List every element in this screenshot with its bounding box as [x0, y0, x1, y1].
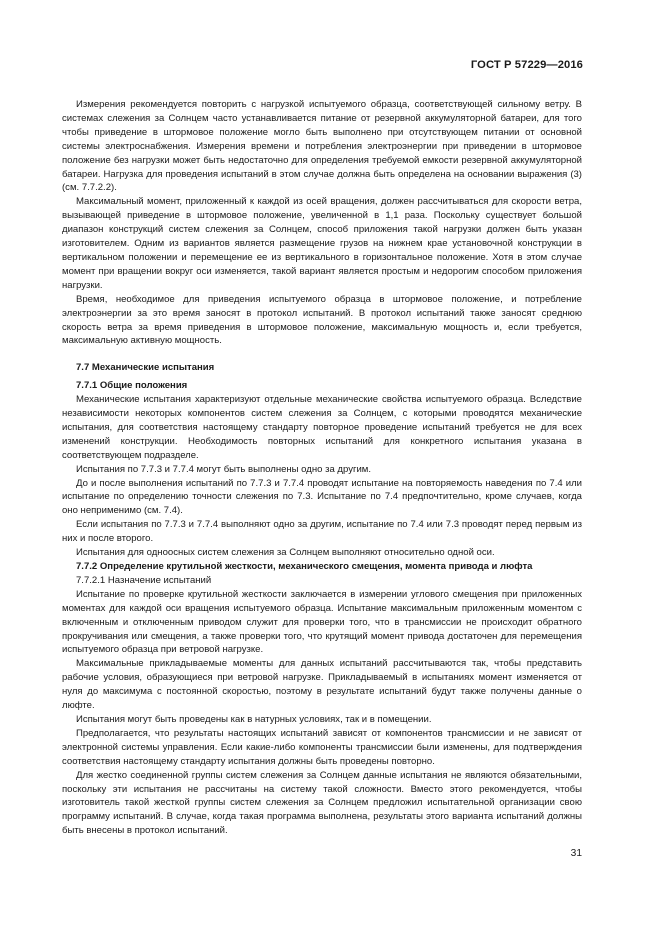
paragraph: До и после выполнения испытаний по 7.7.3 и 7.7.4 проводят испытание на повторяемость наведения по 7.4 или испытание по определению точности слежения по 7.3. Испытание по 7.4 предпочтительно, кроме случаев, когда оно неприменимо (см. 7.4). — [62, 477, 582, 517]
paragraph: Если испытания по 7.7.3 и 7.7.4 выполняют одно за другим, испытание по 7.4 или 7.3 проводят перед первым из них и после второго. — [62, 519, 582, 545]
subsection-heading-7-7-2: 7.7.2 Определение крутильной жесткости, механического смещения, момента привода и люфта — [76, 561, 533, 572]
clause-heading-7-7-2-1: 7.7.2.1 Назначение испытаний — [76, 574, 212, 586]
page-number: 31 — [570, 848, 582, 859]
paragraph: Испытания могут быть проведены как в натурных условиях, так и в помещении. — [76, 713, 432, 725]
subsection-heading-7-7-1: 7.7.1 Общие положения — [76, 380, 188, 392]
section-heading-7-7: 7.7 Механические испытания — [76, 362, 215, 374]
paragraph: Предполагается, что результаты настоящих испытаний зависят от компонентов трансмиссии и не зависят от электронной системы управления. Если какие-либо компоненты трансмиссии были изменены, для подтверждения соответствия настоящему стандарту испытания должны быть проведены повторно. — [62, 727, 582, 767]
document-body — [62, 98, 582, 838]
document-header: ГОСТ Р 57229—2016 — [470, 59, 583, 71]
paragraph: Время, необходимое для приведения испытуемого образца в штормовое положение, и потребление электроэнергии за это время заносят в протокол испытаний. В протокол испытаний также заносят среднюю скорость ветра за время приведения в штормовое положение, максимальную мощность и, если требуется, максимальную активную мощность. — [62, 293, 582, 347]
paragraph: Испытания для одноосных систем слежения за Солнцем выполняют относительно одной оси. — [76, 547, 495, 559]
paragraph: Максимальный момент, приложенный к каждой из осей вращения, должен рассчитываться для скорости ветра, вызывающей приведение в штормовое положение, увеличенной в 1,1 раза. Поскольку существует большой диапазон конструкций систем слежения за Солнцем, способ приложения такой нагрузки должен быть указан изготовителем. Одним из вариантов является размещение грузов на нижнем крае установочной конструкции в вертикальном положении и перемещение ее из вертикального в горизонтальное положение. Хотя в этом случае момент при вращении вокруг оси изменяется, такой вариант является простым и недорогим способом приложения нагрузки. — [62, 196, 582, 291]
paragraph: Максимальные прикладываемые моменты для данных испытаний рассчитываются так, чтобы представить рабочие условия, образующиеся при ветровой нагрузке. Прикладываемый в испытаниях момент изменяется от нуля до максимума с постоянной скоростью, поэтому в результате испытаний будут также получены данные о люфте. — [62, 658, 582, 712]
paragraph: Испытание по проверке крутильной жесткости заключается в измерении углового смещения при приложенных моментах для каждой оси вращения испытуемого образца. Испытание максимальным приложенным моментом с включенным и отключенным приводом служит для проверки того, что в трансмиссии не происходит обратного прокручивания или смещения, а также проверки того, что крутящий момент привода достаточен для перемещения испытуемого образца при ветровой нагрузке. — [62, 588, 582, 656]
paragraph: Механические испытания характеризуют отдельные механические свойства испытуемого образца. Вследствие независимости некоторых компонентов систем слежения за Солнцем, с которыми проводятся механические испытания, для соответствия настоящему стандарту повторное проведение испытаний требуется не для всех изменений конструкции. Необходимость повторных испытаний для конкретного испытания указана в соответствующем подразделе. — [62, 394, 582, 461]
paragraph: Измерения рекомендуется повторить с нагрузкой испытуемого образца, соответствующей сильному ветру. В системах слежения за Солнцем часто устанавливается питание от резервной аккумуляторной батареи, для того чтобы приведение в штормовое положение могло быть выполнено при отсутствующем питании от основной системы электроснабжения. Измерения времени и потребления электроэнергии при приведении в штормовое положение без нагрузки может быть недостаточно для определения требуемой емкости резервной аккумуляторной батареи. Нагрузка для проведения испытаний в этом случае должна быть определена на основании выражения (3) (см. 7.7.2.2). — [62, 99, 582, 194]
paragraph: Для жестко соединенной группы систем слежения за Солнцем данные испытания не являются обязательными, поскольку эти испытания не рассчитаны на систему такой сложности. Вместо этого рекомендуется, чтобы изготовитель такой жесткой группы систем слежения за Солнцем предложил испытательной организации свою программу испытаний. В случае, когда такая программа выполнена, результаты этого варианта испытаний должны быть внесены в протокол испытаний. — [62, 769, 582, 837]
spacer — [62, 348, 582, 361]
paragraph: Испытания по 7.7.3 и 7.7.4 могут быть выполнены одно за другим. — [76, 463, 372, 475]
